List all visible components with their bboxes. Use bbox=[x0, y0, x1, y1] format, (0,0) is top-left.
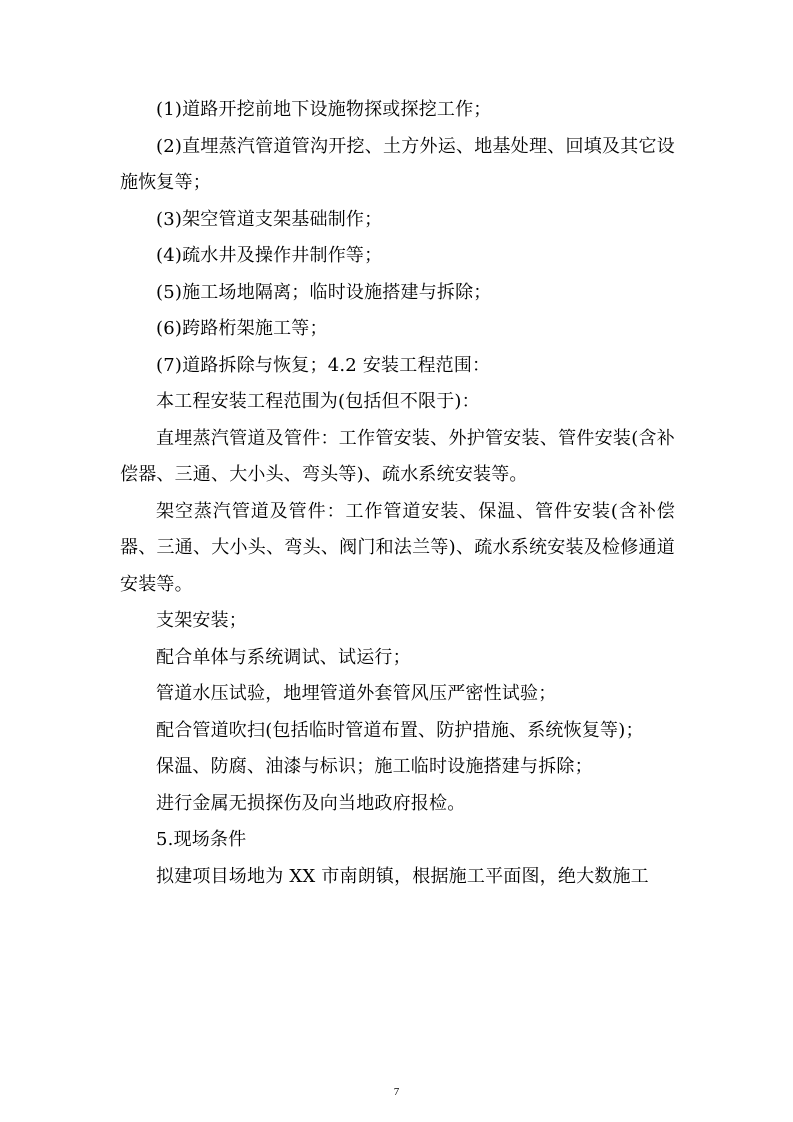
paragraph: 配合单体与系统调试、试运行； bbox=[156, 646, 411, 668]
paragraph: 配合管道吹扫(包括临时管道布置、防护措施、系统恢复等)； bbox=[156, 719, 644, 741]
paragraph: (3)架空管道支架基础制作； bbox=[156, 208, 383, 230]
paragraph: 拟建项目场地为 XX 市南朗镇，根据施工平面图，绝大数施工 bbox=[156, 865, 649, 887]
paragraph: 保温、防腐、油漆与标识；施工临时设施搭建与拆除； bbox=[156, 756, 593, 777]
paragraph: 管道水压试验，地埋管道外套管风压严密性试验； bbox=[156, 683, 557, 704]
paragraph: (1)道路开挖前地下设施物探或探挖工作； bbox=[156, 99, 492, 120]
paragraph: 架空蒸汽管道及管件：工作管道安装、保温、管件安装(含补偿器、三通、大小头、弯头、阀门和法兰等)、疏水系统安装及检修通道安装等。 bbox=[120, 500, 675, 595]
paragraph: (2)直埋蒸汽管道管沟开挖、土方外运、地基处理、回填及其它设施恢复等； bbox=[120, 135, 675, 193]
page-number: 7 bbox=[393, 1086, 400, 1098]
paragraph: 支架安装； bbox=[156, 610, 247, 631]
body-text bbox=[120, 92, 675, 895]
paragraph: (4)疏水井及操作井制作等； bbox=[156, 245, 383, 266]
paragraph: (7)道路拆除与恢复；4.2 安装工程范围： bbox=[156, 354, 491, 376]
paragraph: (6)跨路桁架施工等； bbox=[156, 318, 328, 339]
paragraph: 直埋蒸汽管道及管件：工作管安装、外护管安装、管件安装(含补偿器、三通、大小头、弯头等)、疏水系统安装等。 bbox=[120, 427, 675, 485]
paragraph: (5)施工场地隔离；临时设施搭建与拆除； bbox=[156, 281, 492, 303]
paragraph: 本工程安装工程范围为(包括但不限于)： bbox=[156, 391, 480, 412]
paragraph: 进行金属无损探伤及向当地政府报检。 bbox=[156, 792, 466, 814]
section-heading: 5.现场条件 bbox=[156, 829, 247, 850]
